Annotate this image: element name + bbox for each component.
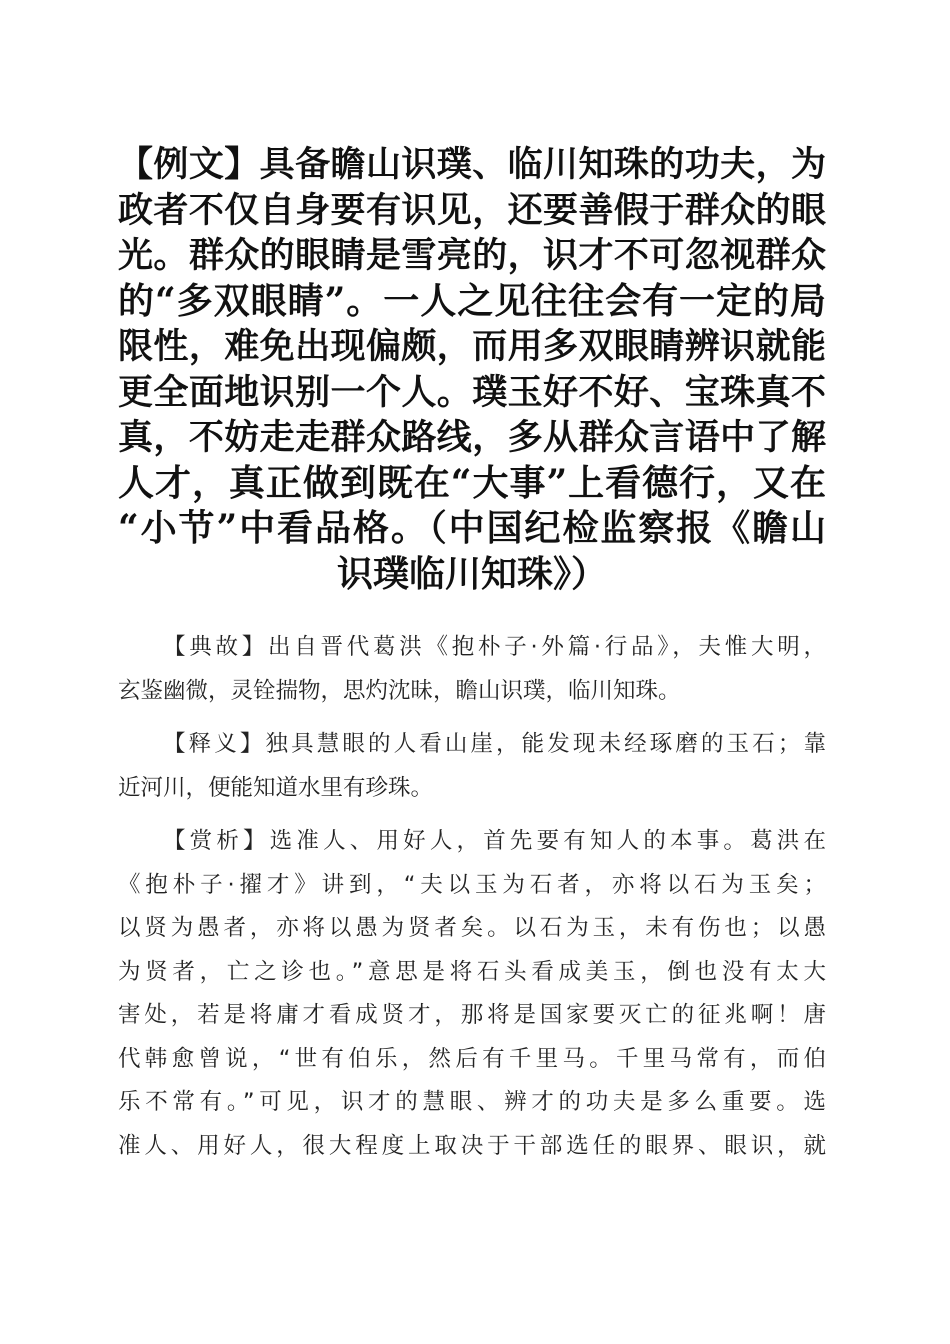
allusion-paragraph [118, 626, 826, 713]
appreciation-paragraph [118, 820, 826, 1168]
appreciation-line: 【赏析】选准人、用好人，首先要有知人的本事。葛洪在 [163, 828, 826, 854]
example-line: 真，不妨走走群众路线，多从群众言语中了解 [118, 417, 826, 458]
appreciation-line: 害处，若是将庸才看成贤才，那将是国家要灭亡的征兆啊！唐 [118, 1002, 826, 1028]
meaning-line: 【释义】独具慧眼的人看山崖，能发现未经琢磨的玉石；靠 [163, 731, 826, 757]
appreciation-line: 《抱朴子·擢才》讲到，“夫以玉为石者，亦将以石为玉矣； [118, 871, 826, 898]
example-line: “小节”中看品格。（中国纪检监察报《瞻山 [118, 507, 826, 549]
example-line: 光。群众的眼睛是雪亮的，识才不可忽视群众 [118, 235, 826, 276]
example-line: 识璞临川知珠》） [336, 552, 607, 595]
appreciation-line: 乐不常有。”可见，识才的慧眼、辨才的功夫是多么重要。选 [118, 1089, 826, 1115]
example-line: 人才，真正做到既在“大事”上看德行，又在 [118, 461, 826, 504]
example-line: 【例文】具备瞻山识璞、临川知珠的功夫，为 [118, 144, 826, 185]
example-line: 的“多双眼睛”。一人之见往往会有一定的局 [118, 279, 826, 322]
appreciation-line: 准人、用好人，很大程度上取决于干部选任的眼界、眼识，就 [118, 1132, 826, 1159]
example-line: 限性，难免出现偏颇，而用多双眼睛辨识就能 [118, 326, 826, 367]
appreciation-line: 以贤为愚者，亦将以愚为贤者矣。以石为玉，未有伤也；以愚 [118, 915, 826, 941]
appreciation-line: 为贤者，亡之诊也。”意思是将石头看成美玉，倒也没有太大 [118, 958, 826, 985]
body-text [118, 626, 826, 1178]
appreciation-line: 代韩愈曾说，“世有伯乐，然后有千里马。千里马常有，而伯 [118, 1045, 826, 1072]
allusion-line: 【典故】出自晋代葛洪《抱朴子·外篇·行品》，夫惟大明， [163, 634, 826, 660]
meaning-line: 近河川，便能知道水里有珍珠。 [118, 774, 434, 801]
example-line: 政者不仅自身要有识见，还要善假于群众的眼 [118, 189, 826, 231]
example-line: 更全面地识别一个人。璞玉好不好、宝珠真不 [118, 371, 826, 413]
example-paragraph [118, 142, 826, 597]
allusion-line: 玄鉴幽微，灵铨揣物，思灼沈昧，瞻山识璞，临川知珠。 [118, 677, 681, 704]
meaning-paragraph [118, 723, 826, 810]
